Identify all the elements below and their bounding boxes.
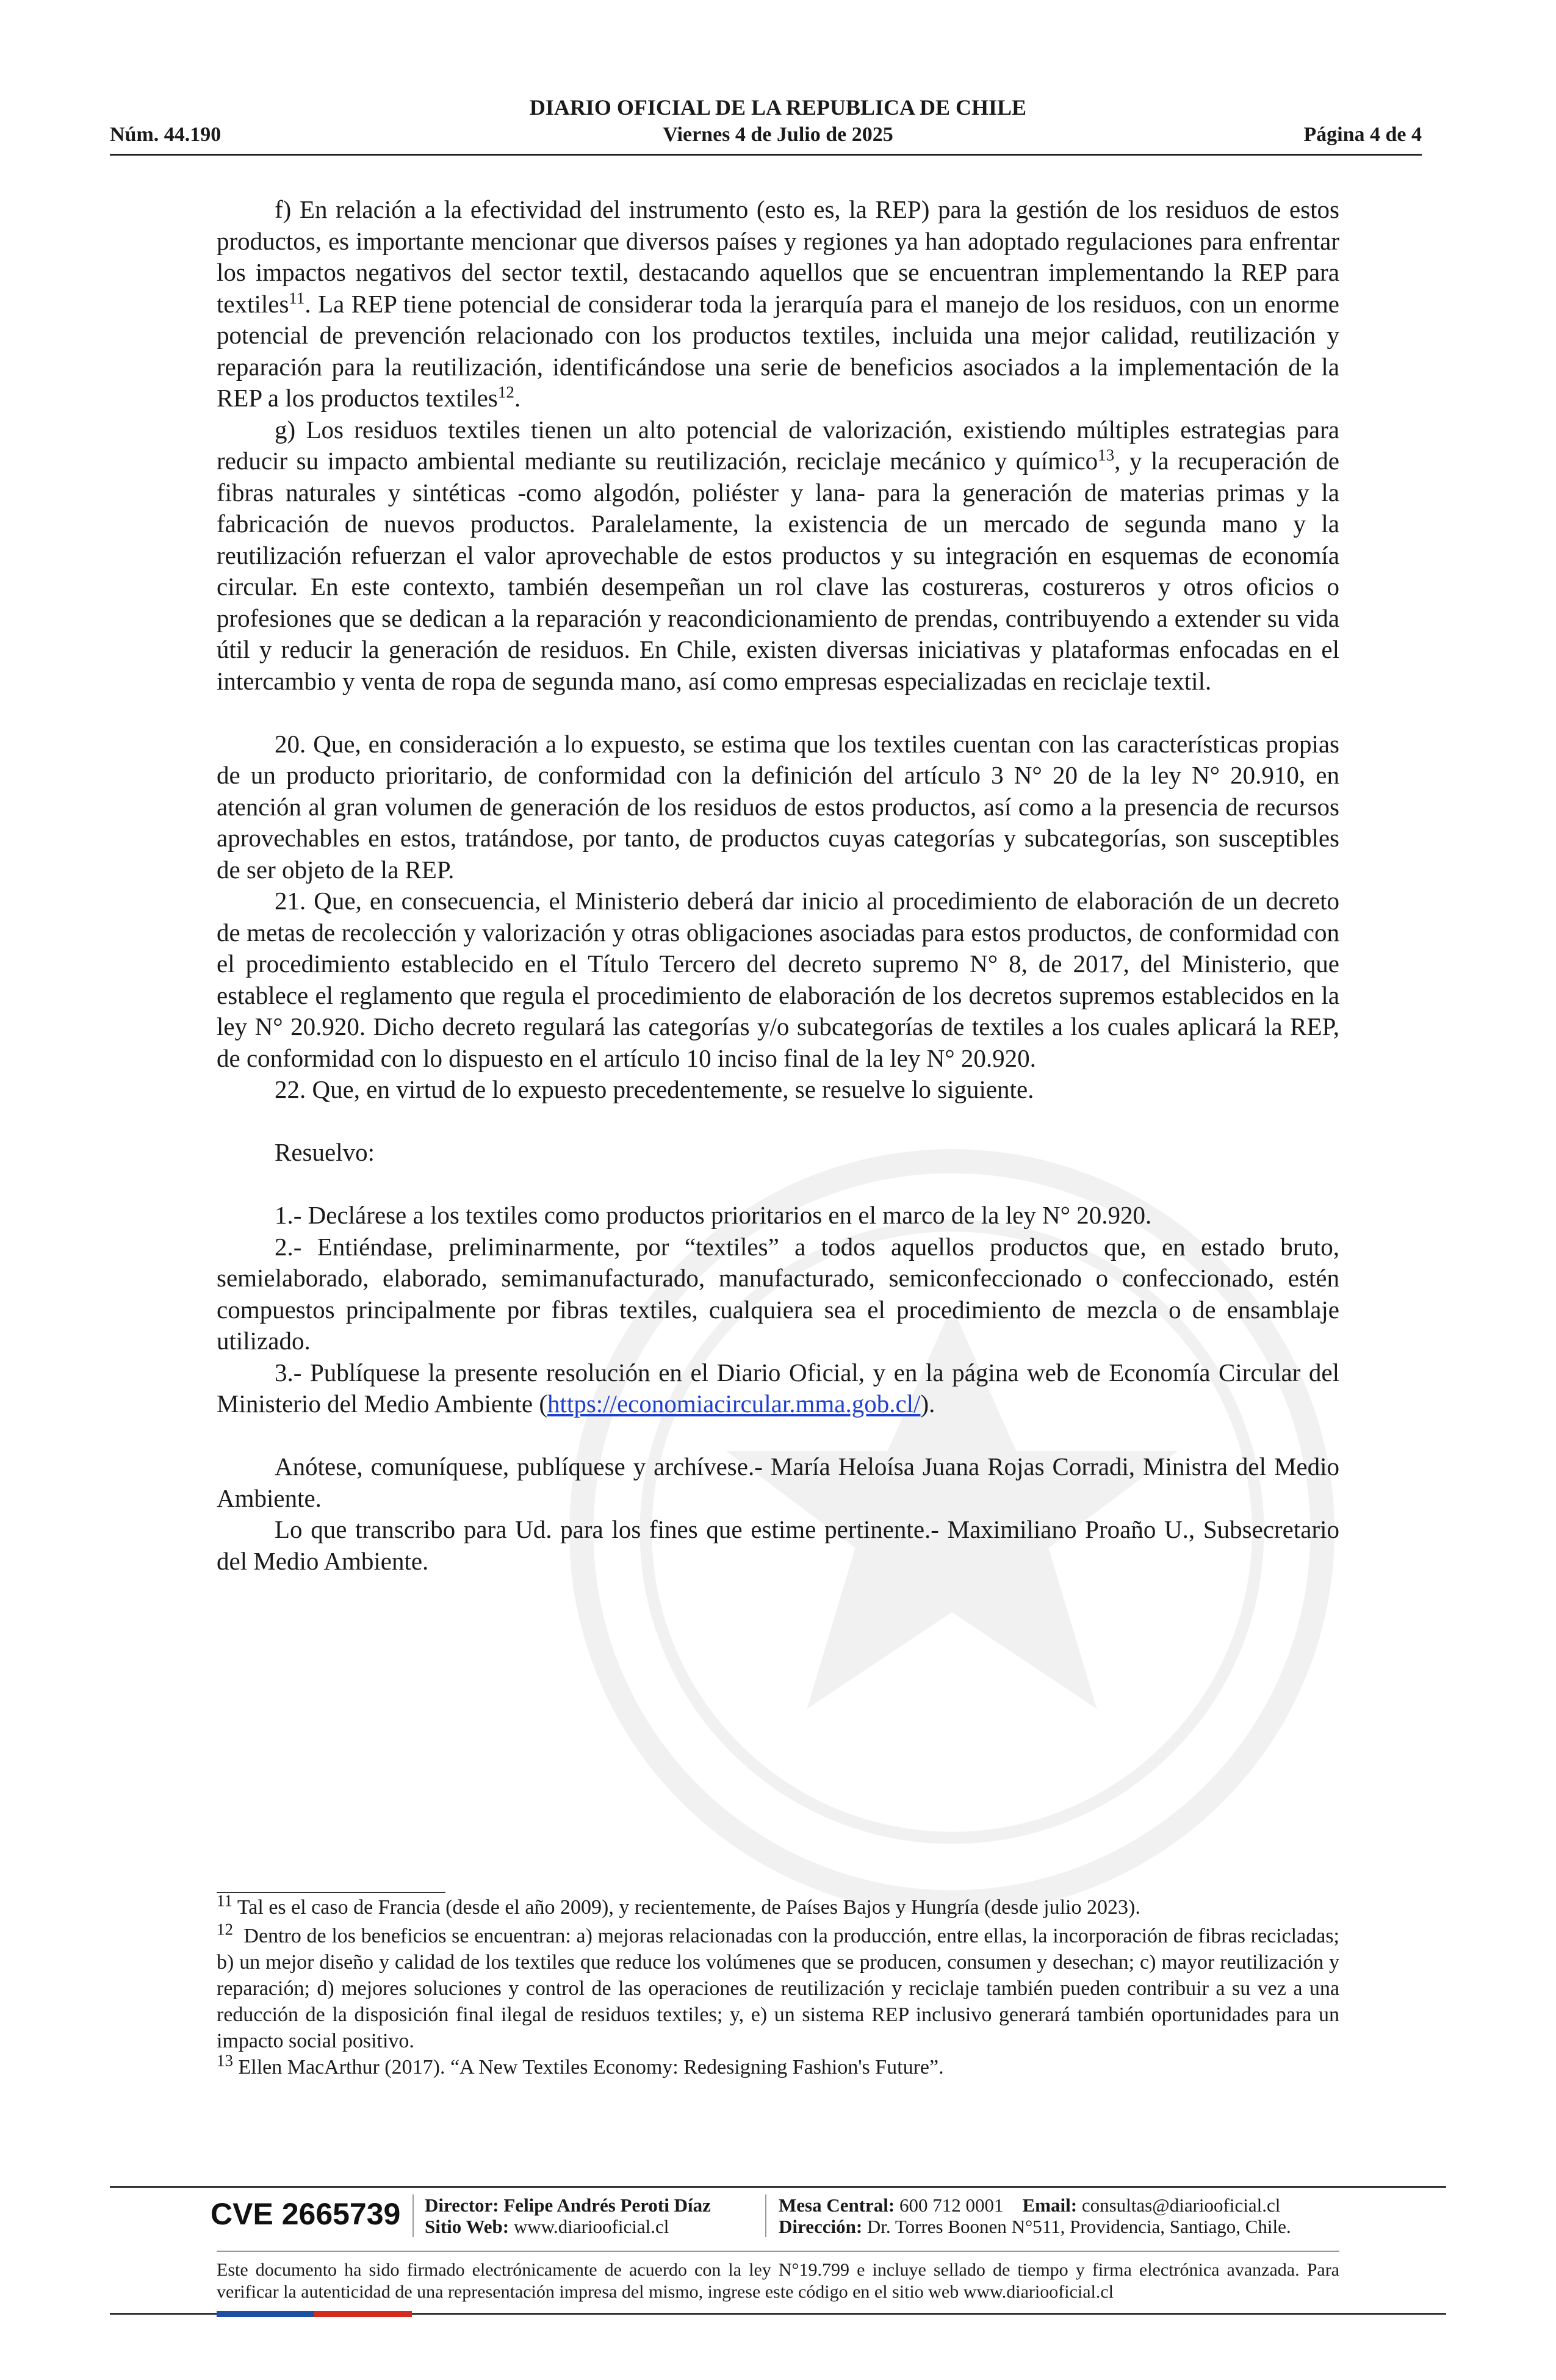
flag-red-segment: [314, 2311, 412, 2317]
issue-date: Viernes 4 de Julio de 2025: [663, 123, 893, 146]
paragraph-f: f) En relación a la efectividad del instrumento (esto es, la REP) para la gestión de los residuos de estos productos, es importante mencionar que diversos países y regiones ya han adoptado regulaciones para enfrentar los impactos negativos del sector textil, destacando aquellos que se encuentran implementando la REP para textiles$^{11}$. La REP tiene potencial de considerar toda la jerarquía para el manejo de los residuos, con un enorme potencial de prevención relacionado con los productos textiles, incluida una mejor calidad, reutilización y reparación para la reutilización, identificándose una serie de beneficios asociados a la implementación de la REP a los productos textiles$^{12}$.: [217, 195, 1339, 412]
footnote-11: $^{11}$ Tal es el caso de Francia (desde el año 2009), y recientemente, de Países Bajos y Hungría (desde julio 2023).: [217, 1891, 1140, 1919]
footer-divider-top: [110, 2186, 1446, 2188]
footnote-ref-11: 11: [289, 288, 305, 307]
paragraph-g: g) Los residuos textiles tienen un alto potencial de valorización, existiendo múltiples estrategias para reducir su impacto ambiental mediante su reutilización, reciclaje mecánico y químico$^{13}$, y la recuperación de fibras naturales y sintéticas -como algodón, poliéster y lana- para la generación de materias primas y la fabricación de nuevos productos. Paralelamente, la existencia de un mercado de segunda mano y la reutilización refuerzan el valor aprovechable de estos productos y su integración en esquemas de economía circular. En este contexto, también desempeñan un rol clave las costureras, costureros y otros oficios o profesiones que se dedican a la reparación y reacondicionamiento de prendas, contribuyendo a extender su vida útil y reducir la generación de residuos. En Chile, existen diversas iniciativas y plataformas enfocadas en el intercambio y venta de ropa de segunda mano, así como empresas especializadas en reciclaje textil.: [217, 415, 1339, 695]
flag-blue-segment: [217, 2311, 314, 2317]
footer-contact-info: Mesa Central: 600 712 0001 Email: consultas@diariooficial.cl Dirección: Dr. Torres Boonen N°511, Providencia, Santiago, Chile.: [779, 2194, 1291, 2237]
page-indicator: Página 4 de 4: [1303, 123, 1422, 146]
paragraph-21: 21. Que, en consecuencia, el Ministerio deberá dar inicio al procedimiento de elaboración de un decreto de metas de recolección y valorización y otras obligaciones asociadas para estos productos, de conformidad con el procedimiento establecido en el Título Tercero del decreto supremo N° 8, de 2017, del Ministerio, que establece el reglamento que regula el procedimiento de elaboración de los decretos supremos establecidos en la ley N° 20.920. Dicho decreto regulará las categorías y/o subcategorías de textiles a los cuales aplicará la REP, de conformidad con lo dispuesto en el artículo 10 inciso final de la ley N° 20.920.: [217, 887, 1339, 1072]
gazette-title: DIARIO OFICIAL DE LA REPUBLICA DE CHILE: [529, 95, 1027, 120]
footer-divider-mid: [217, 2251, 1339, 2252]
resolution-item-3: 3.- Publíquese la presente resolución en el Diario Oficial, y en la página web de Economía Circular del Ministerio del Medio Ambiente (https://economiacircular.mma.gob.cl/).: [217, 1358, 1339, 1418]
footnote-ref-12: 12: [497, 383, 514, 402]
issue-number: Núm. 44.190: [110, 123, 222, 146]
header-divider: [110, 154, 1422, 156]
economia-circular-link[interactable]: https://economiacircular.mma.gob.cl/: [547, 1390, 921, 1418]
resolution-item-2: 2.- Entiéndase, preliminarmente, por “textiles” a todos aquellos productos que, en estado bruto, semielaborado, elaborado, semimanufacturado, manufacturado, semiconfeccionado o confeccionado, estén compuestos principalmente por fibras textiles, cualquiera sea el procedimiento de mezcla o de ensamblaje utilizado.: [217, 1232, 1339, 1355]
document-body: [217, 194, 1339, 1577]
footnote-divider: [217, 1892, 445, 1893]
footnotes: [217, 1891, 1345, 2080]
paragraph-22: 22. Que, en virtud de lo expuesto precedentemente, se resuelve lo siguiente.: [275, 1075, 1034, 1103]
paragraph-20: 20. Que, en consideración a lo expuesto, se estima que los textiles cuentan con las características propias de un producto prioritario, de conformidad con la definición del artículo 3 N° 20 de la ley N° 20.910, en atención al gran volumen de generación de los residuos de estos productos, así como a la presencia de recursos aprovechables en estos, tratándose, por tanto, de productos cuyas categorías y subcategorías, son susceptibles de ser objeto de la REP.: [217, 729, 1339, 884]
footer-separator: [412, 2194, 414, 2237]
closing-signature-subsecretary: Lo que transcribo para Ud. para los fines que estime pertinente.- Maximiliano Proaño U., Subsecretario del Medio Ambiente.: [217, 1515, 1339, 1575]
footer-separator: [765, 2194, 766, 2237]
footer-director-info: Director: Felipe Andrés Peroti Díaz Sitio Web: www.diariooficial.cl: [425, 2194, 711, 2237]
resolution-item-1: 1.- Declárese a los textiles como productos prioritarios en el marco de la ley N° 20.920.: [275, 1201, 1152, 1229]
footnote-12: $^{12}$ Dentro de los beneficios se encuentran: a) mejoras relacionadas con la producción, entre ellas, la incorporación de fibras recicladas; b) un mejor diseño y calidad de los textiles que reduce los volúmenes que se producen, consumen y desechan; c) mayor reutilización y reparación; d) mejores soluciones y control de las operaciones de reutilización y reciclaje también pueden contribuir a su vez a una reducción de la disposición final ilegal de residuos textiles; y, e) un sistema REP inclusivo generará también oportunidades para un impacto social positivo.: [217, 1920, 1345, 2052]
footnote-13: $^{13}$ Ellen MacArthur (2017). “A New Textiles Economy: Redesigning Fashion's Future”.: [217, 2051, 944, 2079]
resuelvo-heading: Resuelvo:: [275, 1138, 375, 1166]
cve-code: CVE 2665739: [211, 2197, 401, 2231]
chile-flag-stripe-icon: [217, 2311, 412, 2317]
electronic-signature-note: Este documento ha sido firmado electrónicamente de acuerdo con la ley N°19.799 e incluye sellado de tiempo y firma electrónica avanzada. Para verificar la autenticidad de una representación impresa del mismo, ingrese este código en el sitio web www.diariooficial.cl: [217, 2260, 1339, 2302]
footnote-ref-13: 13: [1098, 445, 1115, 464]
closing-signature-minister: Anótese, comuníquese, publíquese y archívese.- María Heloísa Juana Rojas Corradi, Ministra del Medio Ambiente.: [217, 1452, 1339, 1512]
